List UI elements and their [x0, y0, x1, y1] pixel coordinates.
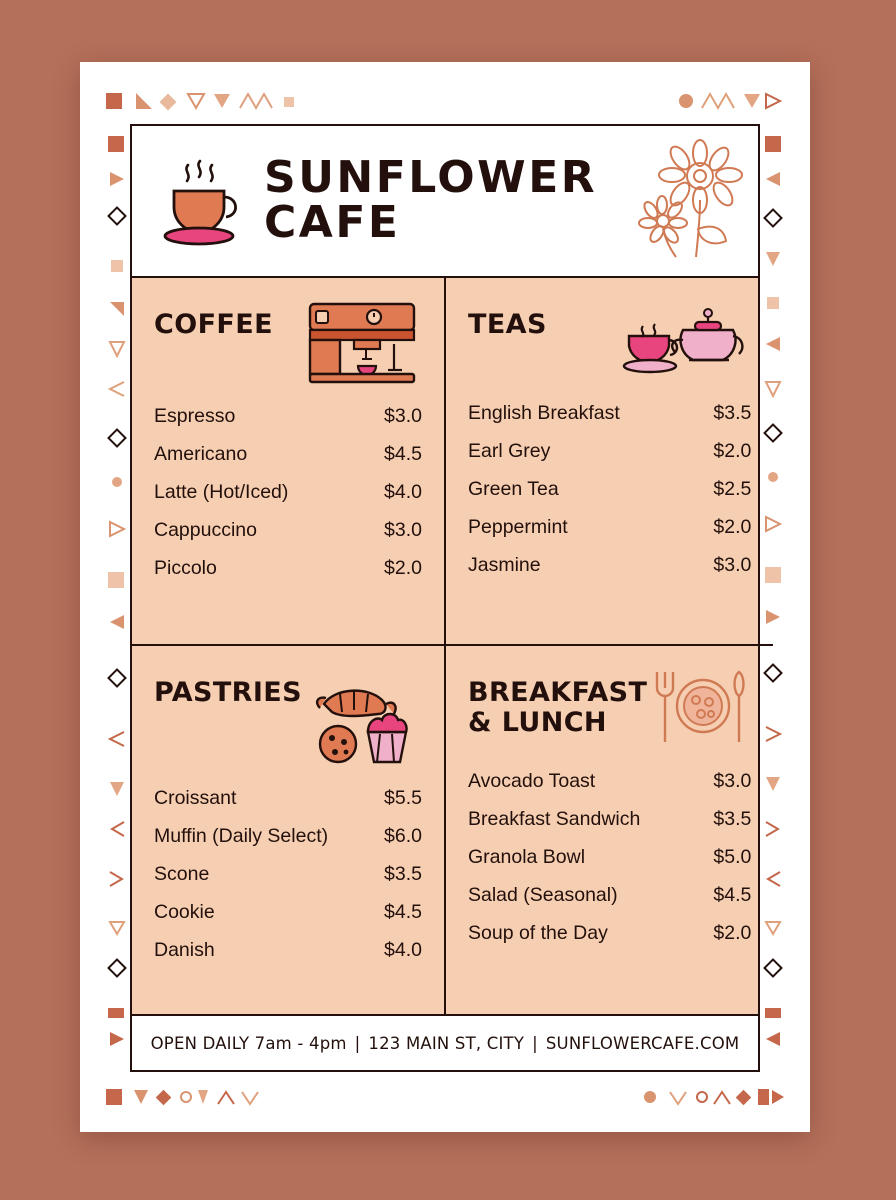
menu-item — [154, 779, 422, 817]
teapot-and-cup-icon — [621, 296, 751, 387]
menu-item — [468, 470, 751, 508]
menu-item — [468, 876, 751, 914]
menu-item — [154, 435, 422, 473]
menu-header — [132, 126, 758, 278]
deco-pattern-left-svg — [104, 132, 130, 1062]
item-name: Salad (Seasonal) — [468, 883, 618, 906]
footer-separator-2: | — [532, 1033, 538, 1053]
section-pastries-items — [154, 779, 422, 969]
brand-title-line2: CAFE — [264, 197, 401, 248]
item-name: Scone — [154, 862, 210, 885]
item-name: Latte (Hot/Iced) — [154, 480, 289, 503]
item-name: Cookie — [154, 900, 215, 923]
item-name: Americano — [154, 442, 248, 465]
menu-footer — [132, 1014, 758, 1070]
menu-item — [468, 508, 751, 546]
section-coffee-items — [154, 397, 422, 587]
section-breakfast-lunch-head — [468, 664, 751, 756]
item-name: Croissant — [154, 786, 237, 809]
section-teas — [446, 278, 773, 646]
menu-sections-grid — [132, 278, 758, 1014]
section-teas-items — [468, 394, 751, 584]
footer-address: 123 MAIN ST, CITY — [368, 1033, 525, 1053]
section-breakfast-lunch — [446, 646, 773, 1014]
footer-website: SUNFLOWERCAFE.COM — [545, 1033, 740, 1053]
item-name: Espresso — [154, 404, 236, 427]
item-price: $3.5 — [713, 401, 752, 424]
menu-item — [154, 549, 422, 587]
deco-pattern-bottom-svg — [102, 1084, 788, 1110]
croissant-cupcake-cookie-icon — [302, 664, 422, 773]
menu-item — [468, 546, 751, 584]
coffee-cup-icon — [154, 147, 258, 256]
section-pastries-title: PASTRIES — [154, 677, 302, 708]
item-price: $2.0 — [713, 921, 752, 944]
item-price: $3.5 — [384, 862, 422, 885]
item-name: Soup of the Day — [468, 921, 608, 944]
item-price: $2.5 — [713, 477, 752, 500]
item-name: Peppermint — [468, 515, 568, 538]
item-price: $5.0 — [713, 845, 752, 868]
item-name: Granola Bowl — [468, 845, 586, 868]
item-name: Muffin (Daily Select) — [154, 824, 329, 847]
item-price: $5.5 — [384, 786, 422, 809]
menu-item — [154, 817, 422, 855]
section-title-line1: BREAKFAST — [468, 677, 648, 708]
item-name: Green Tea — [468, 477, 559, 500]
item-price: $4.5 — [713, 883, 752, 906]
item-price: $3.0 — [713, 769, 752, 792]
item-name: English Breakfast — [468, 401, 620, 424]
footer-hours: OPEN DAILY 7am - 4pm — [150, 1033, 347, 1053]
menu-item — [154, 473, 422, 511]
section-coffee — [132, 278, 446, 646]
section-coffee-head — [154, 296, 422, 391]
plate-fork-knife-icon — [647, 664, 751, 755]
item-name: Piccolo — [154, 556, 217, 579]
item-price: $2.0 — [713, 439, 752, 462]
menu-frame — [130, 124, 760, 1072]
item-name: Avocado Toast — [468, 769, 596, 792]
item-price: $3.0 — [713, 553, 752, 576]
item-price: $6.0 — [384, 824, 422, 847]
brand-title — [258, 152, 626, 248]
item-price: $4.0 — [384, 480, 422, 503]
menu-item — [468, 914, 751, 952]
decorative-border-bottom — [102, 1084, 788, 1110]
menu-item — [468, 432, 751, 470]
decorative-border-top — [102, 88, 788, 114]
brand-title-line1: SUNFLOWER — [264, 152, 598, 204]
deco-pattern-top-svg — [102, 88, 788, 114]
item-name: Cappuccino — [154, 518, 257, 541]
sunflower-icon — [626, 137, 744, 266]
section-pastries-head — [154, 664, 422, 773]
section-pastries — [132, 646, 446, 1014]
menu-item — [468, 762, 751, 800]
menu-item — [154, 397, 422, 435]
item-price: $3.0 — [384, 404, 422, 427]
menu-item — [154, 855, 422, 893]
item-name: Earl Grey — [468, 439, 551, 462]
item-price: $2.0 — [384, 556, 422, 579]
section-breakfast-lunch-title — [468, 664, 647, 738]
item-price: $4.0 — [384, 938, 422, 961]
espresso-machine-icon — [302, 296, 422, 391]
item-price: $4.5 — [384, 900, 422, 923]
menu-item — [154, 893, 422, 931]
section-teas-title: TEAS — [468, 309, 547, 340]
item-name: Danish — [154, 938, 215, 961]
item-price: $3.5 — [713, 807, 752, 830]
section-breakfast-lunch-items — [468, 762, 751, 952]
decorative-border-left — [104, 132, 130, 1062]
menu-item — [154, 511, 422, 549]
item-price: $4.5 — [384, 442, 422, 465]
section-title-line2: & LUNCH — [468, 707, 607, 739]
menu-poster — [80, 62, 810, 1132]
menu-item — [468, 800, 751, 838]
item-price: $3.0 — [384, 518, 422, 541]
menu-item — [154, 931, 422, 969]
section-coffee-title: COFFEE — [154, 309, 273, 340]
menu-item — [468, 394, 751, 432]
item-price: $2.0 — [713, 515, 752, 538]
item-name: Breakfast Sandwich — [468, 807, 641, 830]
item-name: Jasmine — [468, 553, 541, 576]
section-teas-head — [468, 296, 751, 388]
footer-separator-1: | — [354, 1033, 361, 1053]
menu-item — [468, 838, 751, 876]
